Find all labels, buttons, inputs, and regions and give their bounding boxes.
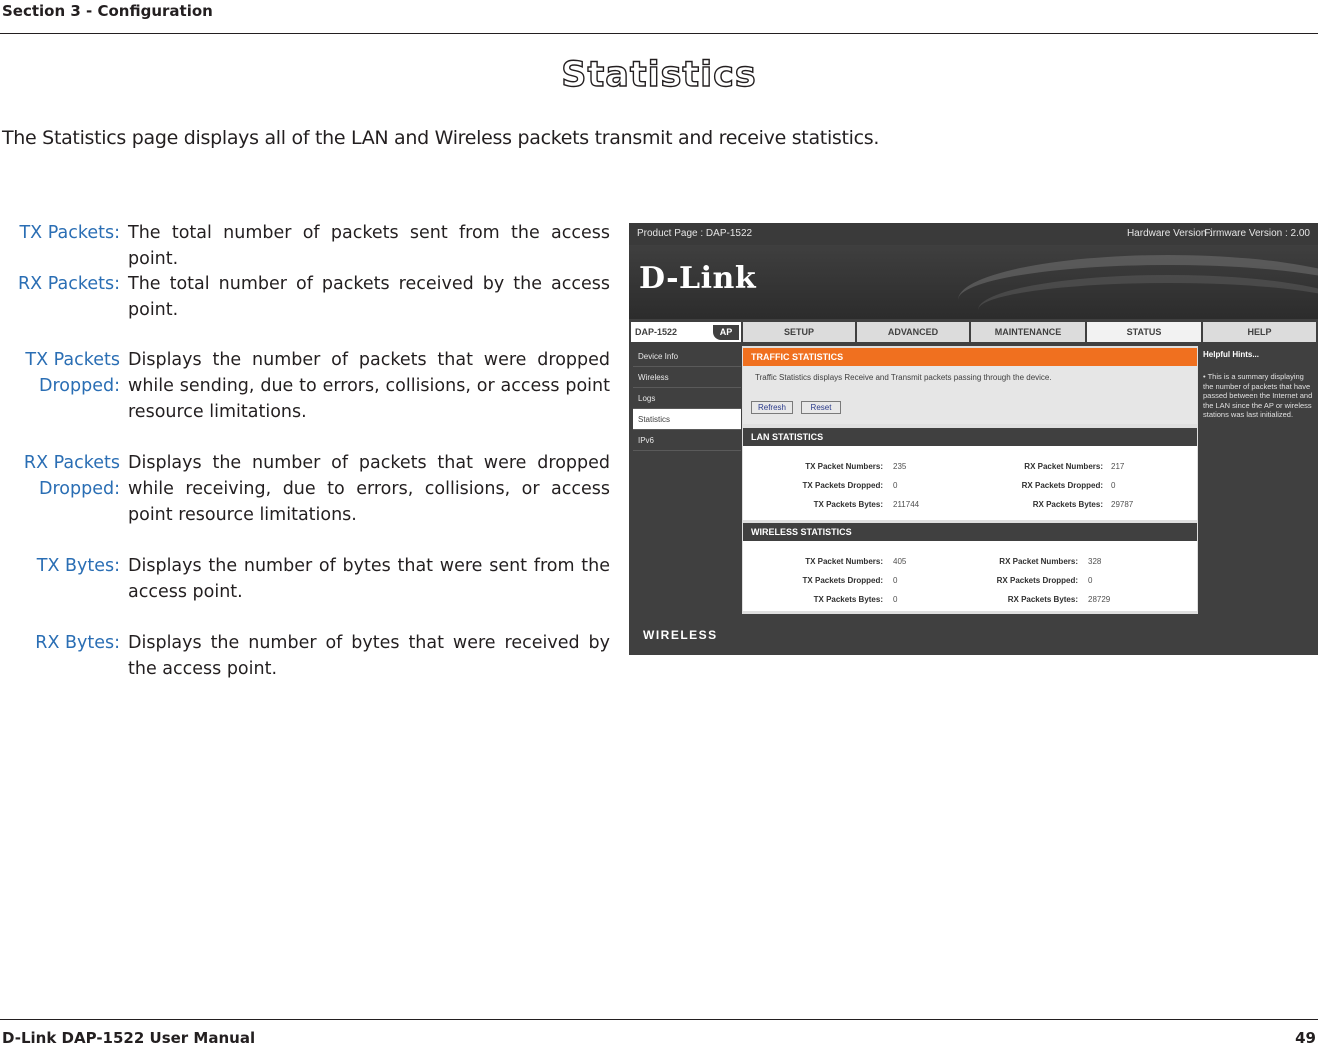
lan-rx-bytes-label: RX Packets Bytes: xyxy=(1032,500,1103,509)
sidebar-item-ipv6[interactable]: IPv6 xyxy=(633,430,741,451)
definition-term: TX Packets Dropped: xyxy=(25,350,120,396)
traffic-panel xyxy=(743,366,1197,424)
router-topbar xyxy=(629,223,1318,245)
tab-advanced[interactable]: ADVANCED xyxy=(857,322,969,342)
wl-tx-numbers-label: TX Packet Numbers: xyxy=(805,557,883,566)
router-footer xyxy=(629,615,1318,655)
refresh-button[interactable]: Refresh xyxy=(751,401,793,414)
sidebar-item-device-info[interactable]: Device Info xyxy=(633,346,741,367)
manual-title: D-Link DAP-1522 User Manual xyxy=(2,1029,256,1047)
router-main xyxy=(742,346,1198,614)
wl-rx-dropped-label: RX Packets Dropped: xyxy=(996,576,1078,585)
dlink-logo: D-Link xyxy=(639,261,757,296)
wl-rx-dropped: 0 xyxy=(1088,576,1093,585)
model-badge xyxy=(631,322,741,342)
wireless-panel xyxy=(743,541,1197,611)
footer-rule xyxy=(0,1019,1318,1020)
definition-term: RX Packets Dropped: xyxy=(23,453,120,499)
lan-tx-bytes: 211744 xyxy=(893,500,920,509)
product-page-label: Product Page : DAP-1522 xyxy=(637,228,753,239)
wl-tx-bytes: 0 xyxy=(893,595,898,604)
wl-tx-dropped-label: TX Packets Dropped: xyxy=(802,576,883,585)
lan-rx-numbers-label: RX Packet Numbers: xyxy=(1024,462,1103,471)
definition-desc: Displays the number of bytes that were sent from the access point. xyxy=(128,556,610,602)
lan-heading: LAN STATISTICS xyxy=(743,428,1197,446)
helpful-hints xyxy=(1200,346,1316,614)
help-heading: Helpful Hints... xyxy=(1203,350,1259,359)
sidebar-item-wireless[interactable]: Wireless xyxy=(633,367,741,388)
definition-term: RX Bytes: xyxy=(35,633,120,653)
lan-rx-bytes: 29787 xyxy=(1111,500,1134,509)
definition-desc: The total number of packets received by the access point. xyxy=(128,274,610,320)
wl-rx-numbers-label: RX Packet Numbers: xyxy=(999,557,1078,566)
lan-tx-dropped: 0 xyxy=(893,481,898,490)
page-title: Statistics xyxy=(561,55,757,95)
traffic-note: Traffic Statistics displays Receive and Transmit packets passing through the device. xyxy=(755,373,1052,382)
definition-desc: Displays the number of packets that were dropped while receiving, due to errors, collisions, or access point resource limitations. xyxy=(128,453,610,525)
help-text: • This is a summary displaying the number of packets that have passed between the Internet and the LAN since the AP or wireless stations was last initialized. xyxy=(1203,372,1313,419)
tab-status[interactable]: STATUS xyxy=(1087,322,1201,342)
wireless-brand: WIRELESS xyxy=(643,628,718,642)
section-header: Section 3 - Configuration xyxy=(2,2,213,20)
traffic-heading: TRAFFIC STATISTICS xyxy=(743,348,1197,366)
sidebar-item-statistics[interactable]: Statistics xyxy=(633,409,741,430)
lan-tx-dropped-label: TX Packets Dropped: xyxy=(802,481,883,490)
router-screenshot xyxy=(629,223,1318,655)
lan-tx-numbers-label: TX Packet Numbers: xyxy=(805,462,883,471)
hardware-version-label: Hardware Version : xyxy=(1126,228,1212,239)
intro-text: The Statistics page displays all of the LAN and Wireless packets transmit and receive statistics. xyxy=(2,127,880,149)
lan-tx-numbers: 235 xyxy=(893,462,907,471)
wl-tx-numbers: 405 xyxy=(893,557,907,566)
tab-maintenance[interactable]: MAINTENANCE xyxy=(971,322,1085,342)
wl-rx-bytes: 28729 xyxy=(1088,595,1111,604)
definition-desc: Displays the number of bytes that were received by the access point. xyxy=(128,633,610,679)
definition-desc: Displays the number of packets that were dropped while sending, due to errors, collisions, or access point resource limitations. xyxy=(128,350,610,422)
wl-tx-dropped: 0 xyxy=(893,576,898,585)
lan-rx-dropped: 0 xyxy=(1111,481,1116,490)
wl-rx-bytes-label: RX Packets Bytes: xyxy=(1007,595,1078,604)
router-sidebar xyxy=(631,344,741,614)
tab-setup[interactable]: SETUP xyxy=(743,322,855,342)
wl-tx-bytes-label: TX Packets Bytes: xyxy=(813,595,883,604)
firmware-version-label: Firmware Version : 2.00 xyxy=(1204,228,1310,239)
lan-panel xyxy=(743,446,1197,520)
definition-term: RX Packets: xyxy=(18,274,120,294)
tab-help[interactable]: HELP xyxy=(1203,322,1316,342)
reset-button[interactable]: Reset xyxy=(801,401,841,414)
header-rule xyxy=(0,33,1318,34)
lan-tx-bytes-label: TX Packets Bytes: xyxy=(813,500,883,509)
definition-term: TX Bytes: xyxy=(36,556,120,576)
wl-rx-numbers: 328 xyxy=(1088,557,1102,566)
mode-label: AP xyxy=(713,325,739,340)
definition-term: TX Packets: xyxy=(19,223,120,243)
definition-desc: The total number of packets sent from the access point. xyxy=(128,223,610,269)
model-name: DAP-1522 xyxy=(635,327,678,337)
lan-rx-dropped-label: RX Packets Dropped: xyxy=(1021,481,1103,490)
page-number: 49 xyxy=(1295,1029,1316,1047)
sidebar-item-logs[interactable]: Logs xyxy=(633,388,741,409)
lan-rx-numbers: 217 xyxy=(1111,462,1125,471)
wireless-heading: WIRELESS STATISTICS xyxy=(743,523,1197,541)
